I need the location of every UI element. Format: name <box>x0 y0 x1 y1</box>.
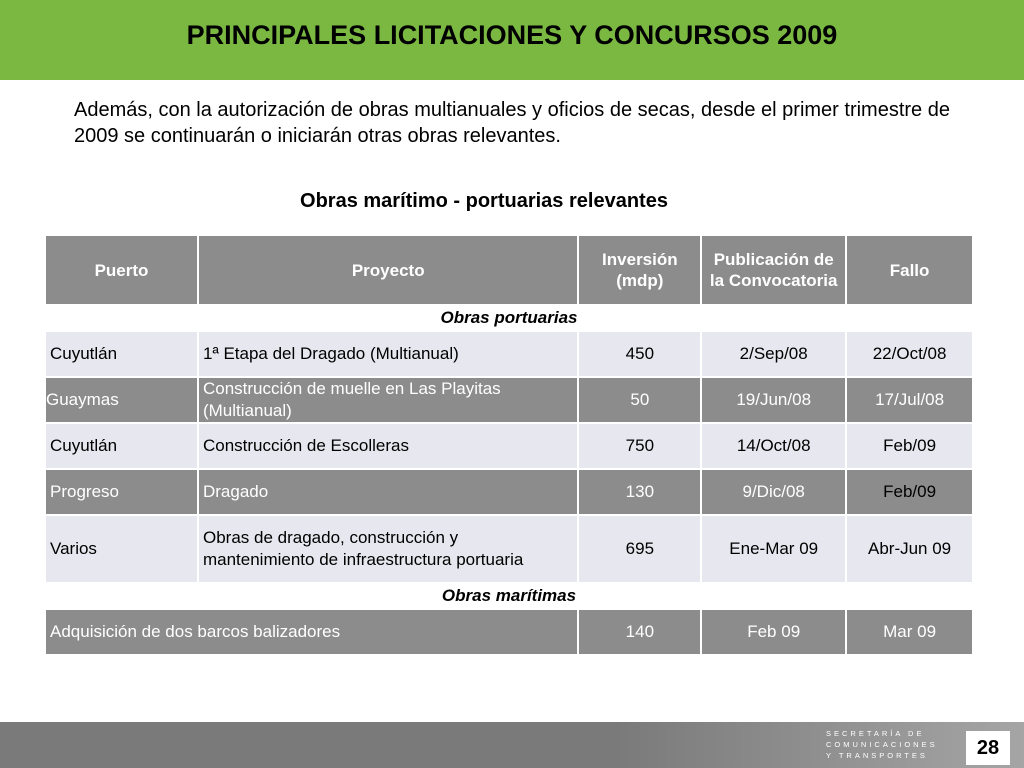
section-label: Obras marítimas <box>46 584 972 608</box>
table-row <box>46 610 972 654</box>
logo-line: COMUNICACIONES <box>826 740 938 749</box>
table-row <box>46 424 972 468</box>
cell-inversion: 695 <box>579 516 700 582</box>
cell-proyecto: Dragado <box>199 470 577 514</box>
logo-line: Y TRANSPORTES <box>826 751 928 760</box>
cell-publicacion: 19/Jun/08 <box>702 378 845 422</box>
cell-proyecto: Construcción de muelle en Las Playitas (Multianual) <box>199 378 577 422</box>
table-header-row <box>46 236 972 304</box>
cell-puerto: Progreso <box>46 470 197 514</box>
column-header-puerto: Puerto <box>46 236 197 304</box>
column-header-fallo: Fallo <box>847 236 972 304</box>
cell-proyecto: Adquisición de dos barcos balizadores <box>46 610 577 654</box>
section-row-maritimas <box>46 584 972 608</box>
cell-publicacion: Ene-Mar 09 <box>702 516 845 582</box>
cell-puerto: Cuyutlán <box>46 332 197 376</box>
section-label: Obras portuarias <box>46 306 972 330</box>
cell-fallo: 22/Oct/08 <box>847 332 972 376</box>
section-row-portuarias <box>46 306 972 330</box>
column-header-inversion: Inversión (mdp) <box>579 236 700 304</box>
cell-fallo: Feb/09 <box>847 424 972 468</box>
cell-puerto: Cuyutlán <box>46 424 197 468</box>
cell-publicacion: 9/Dic/08 <box>702 470 845 514</box>
cell-fallo: 17/Jul/08 <box>847 378 972 422</box>
table-row <box>46 378 972 422</box>
cell-fallo: Mar 09 <box>847 610 972 654</box>
table-row <box>46 516 972 582</box>
header-bar <box>0 0 1024 80</box>
cell-fallo: Abr-Jun 09 <box>847 516 972 582</box>
column-header-publicacion: Publicación de la Convocatoria <box>702 236 845 304</box>
cell-puerto: Varios <box>46 516 197 582</box>
cell-inversion: 130 <box>579 470 700 514</box>
table-row <box>46 470 972 514</box>
cell-proyecto: Obras de dragado, construcción y mantenimiento de infraestructura portuaria <box>199 516 577 582</box>
cell-inversion: 50 <box>579 378 700 422</box>
cell-publicacion: Feb 09 <box>702 610 845 654</box>
table-row <box>46 332 972 376</box>
obras-table <box>44 234 974 656</box>
column-header-proyecto: Proyecto <box>199 236 577 304</box>
cell-proyecto: Construcción de Escolleras <box>199 424 577 468</box>
page-title: PRINCIPALES LICITACIONES Y CONCURSOS 2009 <box>186 20 838 50</box>
page-number: 28 <box>966 731 1010 765</box>
intro-paragraph: Además, con la autorización de obras multianuales y oficios de secas, desde el primer trimestre de 2009 se continuarán o iniciarán otras obras relevantes. <box>74 99 950 147</box>
cell-inversion: 750 <box>579 424 700 468</box>
cell-fallo: Feb/09 <box>847 470 972 514</box>
table-title: Obras marítimo - portuarias relevantes <box>300 190 668 212</box>
cell-inversion: 140 <box>579 610 700 654</box>
logo-line: SECRETARÍA DE <box>826 729 925 738</box>
cell-puerto: Guaymas <box>46 378 197 422</box>
cell-inversion: 450 <box>579 332 700 376</box>
cell-publicacion: 14/Oct/08 <box>702 424 845 468</box>
sct-logo <box>826 728 946 761</box>
cell-proyecto: 1ª Etapa del Dragado (Multianual) <box>199 332 577 376</box>
cell-publicacion: 2/Sep/08 <box>702 332 845 376</box>
